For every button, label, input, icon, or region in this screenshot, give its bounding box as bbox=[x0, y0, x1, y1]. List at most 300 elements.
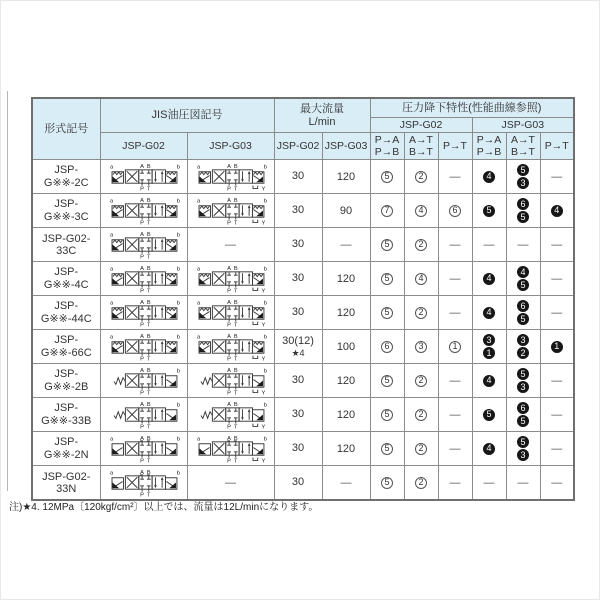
svg-text:B: B bbox=[146, 469, 151, 476]
pressure-g03-at-bt-cell bbox=[506, 330, 540, 364]
curve-ref-filled-circled-number: 5 bbox=[517, 211, 529, 223]
jis-symbol-g02-cell bbox=[100, 160, 187, 194]
curve-ref-filled-circled-number: 5 bbox=[517, 415, 529, 427]
flow-g03-cell: — bbox=[322, 228, 370, 262]
header-pressure-g02: JSP-G02 bbox=[370, 118, 472, 133]
pressure-g02-pa-pb-cell bbox=[370, 398, 404, 432]
curve-ref-filled-circled-number: 1 bbox=[483, 347, 495, 359]
svg-text:b: b bbox=[176, 469, 180, 476]
svg-text:b: b bbox=[263, 401, 267, 408]
svg-text:T: T bbox=[146, 355, 151, 362]
curve-ref-circled-number: 5 bbox=[381, 409, 393, 421]
curve-ref-filled-circled-number: 4 bbox=[483, 307, 495, 319]
svg-text:P: P bbox=[226, 423, 231, 430]
pressure-g02-pt-cell bbox=[438, 330, 472, 364]
header-g02-at-bt: A→T B→T bbox=[404, 133, 438, 160]
pressure-g03-pt-cell bbox=[540, 330, 574, 364]
no-value-dash: — bbox=[449, 238, 461, 251]
curve-ref-circled-number: 5 bbox=[381, 375, 393, 387]
hydraulic-valve-symbol bbox=[188, 162, 274, 192]
pressure-g03-at-bt-cell bbox=[506, 194, 540, 228]
curve-ref-circled-number: 2 bbox=[415, 171, 427, 183]
svg-text:a: a bbox=[109, 333, 113, 340]
pressure-g02-at-bt-cell bbox=[404, 296, 438, 330]
pressure-g03-pt-cell bbox=[540, 160, 574, 194]
svg-text:P: P bbox=[226, 389, 231, 396]
curve-ref-circled-number: 1 bbox=[449, 341, 461, 353]
curve-ref-circled-number: 2 bbox=[415, 443, 427, 455]
svg-text:P: P bbox=[139, 423, 144, 430]
svg-text:B: B bbox=[233, 299, 238, 306]
svg-text:A: A bbox=[139, 197, 144, 204]
model-code-cell: JSP-G※※-2N bbox=[32, 432, 100, 466]
curve-ref-circled-number: 2 bbox=[415, 307, 427, 319]
pressure-g03-pt-cell bbox=[540, 228, 574, 262]
curve-ref-circled-number: 4 bbox=[415, 273, 427, 285]
jis-symbol-g03-cell bbox=[187, 398, 274, 432]
svg-text:T: T bbox=[233, 423, 238, 430]
model-code-cell: JSP-G※※-3C bbox=[32, 194, 100, 228]
no-value-dash: — bbox=[483, 476, 495, 489]
hydraulic-valve-symbol bbox=[101, 196, 187, 226]
valve-spec-table bbox=[31, 97, 575, 501]
jis-symbol-g02-cell bbox=[100, 364, 187, 398]
hydraulic-valve-symbol bbox=[188, 332, 274, 362]
curve-ref-filled-circled-number: 1 bbox=[551, 341, 563, 353]
jis-symbol-g03-cell bbox=[187, 194, 274, 228]
curve-ref-filled-circled-number: 3 bbox=[483, 334, 495, 346]
header-jis-g03: JSP-G03 bbox=[187, 133, 274, 160]
svg-text:a: a bbox=[109, 163, 113, 170]
svg-text:B: B bbox=[146, 435, 151, 442]
flow-g02-cell: 30 bbox=[274, 432, 322, 466]
svg-text:P: P bbox=[226, 355, 231, 362]
flow-g03-cell: 90 bbox=[322, 194, 370, 228]
svg-text:A: A bbox=[226, 197, 231, 204]
pressure-g02-pa-pb-cell bbox=[370, 296, 404, 330]
svg-text:a: a bbox=[109, 197, 113, 204]
flow-g02-cell: 30 bbox=[274, 228, 322, 262]
pressure-g02-pt-cell bbox=[438, 228, 472, 262]
curve-ref-filled-circled-number: 5 bbox=[483, 409, 495, 421]
hydraulic-valve-symbol bbox=[188, 400, 274, 430]
svg-text:P: P bbox=[139, 321, 144, 328]
curve-ref-circled-number: 5 bbox=[381, 171, 393, 183]
svg-text:A: A bbox=[139, 163, 144, 170]
pressure-g02-pt-cell bbox=[438, 160, 472, 194]
pressure-g02-pt-cell bbox=[438, 296, 472, 330]
pressure-g02-pt-cell bbox=[438, 432, 472, 466]
hydraulic-valve-symbol bbox=[101, 332, 187, 362]
svg-text:A: A bbox=[226, 401, 231, 408]
pressure-g03-at-bt-cell bbox=[506, 228, 540, 262]
curve-ref-filled-circled-number: 4 bbox=[483, 375, 495, 387]
no-value-dash: — bbox=[551, 476, 563, 489]
svg-text:Y: Y bbox=[261, 321, 265, 328]
svg-text:A: A bbox=[139, 265, 144, 272]
curve-ref-filled-circled-number: 5 bbox=[517, 313, 529, 325]
hydraulic-valve-symbol bbox=[188, 434, 274, 464]
svg-text:A: A bbox=[226, 333, 231, 340]
pressure-g03-pa-pb-cell bbox=[472, 228, 506, 262]
svg-text:B: B bbox=[233, 333, 238, 340]
header-jis-symbol: JIS油圧図記号 bbox=[100, 98, 274, 133]
flow-g02-cell: 30 bbox=[274, 194, 322, 228]
svg-text:b: b bbox=[263, 299, 267, 306]
pressure-g02-pa-pb-cell bbox=[370, 432, 404, 466]
svg-text:b: b bbox=[263, 197, 267, 204]
svg-text:Y: Y bbox=[261, 185, 265, 192]
svg-text:P: P bbox=[139, 185, 144, 192]
svg-text:a: a bbox=[109, 435, 113, 442]
svg-text:T: T bbox=[233, 457, 238, 464]
pressure-g03-pt-cell bbox=[540, 194, 574, 228]
header-max-flow-line1: 最大流量 bbox=[300, 102, 344, 115]
svg-text:B: B bbox=[146, 231, 151, 238]
curve-ref-filled-circled-number: 4 bbox=[551, 205, 563, 217]
svg-text:B: B bbox=[233, 197, 238, 204]
pressure-g02-pt-cell bbox=[438, 364, 472, 398]
curve-ref-circled-number: 2 bbox=[415, 239, 427, 251]
svg-text:Y: Y bbox=[261, 389, 265, 396]
svg-text:a: a bbox=[196, 299, 200, 306]
pressure-g02-at-bt-cell bbox=[404, 228, 438, 262]
no-value-dash: — bbox=[551, 238, 563, 251]
svg-text:Y: Y bbox=[261, 457, 265, 464]
no-value-dash: — bbox=[551, 442, 563, 455]
no-value-dash: — bbox=[449, 170, 461, 183]
header-max-flow-line2: L/min bbox=[308, 115, 336, 128]
flow-g03-cell: 100 bbox=[322, 330, 370, 364]
no-value-dash: — bbox=[551, 272, 563, 285]
curve-ref-filled-circled-number: 4 bbox=[517, 266, 529, 278]
curve-ref-circled-number: 2 bbox=[415, 375, 427, 387]
pressure-g02-pa-pb-cell bbox=[370, 160, 404, 194]
table-row bbox=[32, 296, 574, 330]
table-row bbox=[32, 466, 574, 501]
hydraulic-valve-symbol bbox=[188, 196, 274, 226]
no-value-dash: — bbox=[449, 306, 461, 319]
no-value-dash: — bbox=[517, 476, 529, 489]
pressure-g02-at-bt-cell bbox=[404, 160, 438, 194]
jis-symbol-g03-cell bbox=[187, 432, 274, 466]
jis-symbol-g03-cell: — bbox=[187, 466, 274, 501]
no-value-dash: — bbox=[551, 408, 563, 421]
jis-symbol-g02-cell bbox=[100, 432, 187, 466]
svg-text:b: b bbox=[263, 333, 267, 340]
svg-text:P: P bbox=[139, 457, 144, 464]
pressure-g03-pa-pb-cell bbox=[472, 330, 506, 364]
pressure-g02-at-bt-cell bbox=[404, 330, 438, 364]
svg-text:P: P bbox=[139, 355, 144, 362]
pressure-g03-pa-pb-cell bbox=[472, 194, 506, 228]
pressure-g02-pa-pb-cell bbox=[370, 262, 404, 296]
svg-text:B: B bbox=[146, 333, 151, 340]
jis-symbol-g03-cell: — bbox=[187, 228, 274, 262]
flow-g02-cell: 30 bbox=[274, 364, 322, 398]
jis-symbol-g03-cell bbox=[187, 364, 274, 398]
svg-text:b: b bbox=[263, 435, 267, 442]
svg-text:A: A bbox=[139, 299, 144, 306]
svg-text:b: b bbox=[176, 299, 180, 306]
curve-ref-circled-number: 6 bbox=[449, 205, 461, 217]
svg-text:A: A bbox=[226, 435, 231, 442]
curve-ref-circled-number: 2 bbox=[415, 409, 427, 421]
curve-ref-filled-circled-number: 4 bbox=[483, 171, 495, 183]
svg-text:P: P bbox=[226, 321, 231, 328]
no-value-dash: — bbox=[449, 374, 461, 387]
svg-text:T: T bbox=[233, 355, 238, 362]
svg-text:B: B bbox=[233, 367, 238, 374]
flow-footnote-marker: ★4 bbox=[291, 347, 305, 358]
pressure-g03-pt-cell bbox=[540, 296, 574, 330]
curve-ref-circled-number: 7 bbox=[381, 205, 393, 217]
curve-ref-circled-number: 3 bbox=[415, 341, 427, 353]
no-value-dash: — bbox=[551, 170, 563, 183]
curve-ref-filled-circled-number: 3 bbox=[517, 381, 529, 393]
jis-symbol-g02-cell bbox=[100, 398, 187, 432]
svg-text:T: T bbox=[146, 253, 151, 260]
table-row bbox=[32, 160, 574, 194]
model-code-cell: JSP-G02-33N bbox=[32, 466, 100, 501]
pressure-g02-at-bt-cell bbox=[404, 466, 438, 501]
svg-text:T: T bbox=[233, 287, 238, 294]
table-row bbox=[32, 432, 574, 466]
curve-ref-filled-circled-number: 2 bbox=[517, 347, 529, 359]
curve-ref-filled-circled-number: 5 bbox=[517, 279, 529, 291]
no-value-dash: — bbox=[551, 374, 563, 387]
flow-g02-cell: 30 bbox=[274, 160, 322, 194]
pressure-g02-pa-pb-cell bbox=[370, 364, 404, 398]
curve-ref-circled-number: 4 bbox=[415, 205, 427, 217]
svg-text:A: A bbox=[139, 401, 144, 408]
pressure-g02-at-bt-cell bbox=[404, 364, 438, 398]
pressure-g03-at-bt-cell bbox=[506, 364, 540, 398]
pressure-g02-pt-cell bbox=[438, 262, 472, 296]
pressure-g02-at-bt-cell bbox=[404, 398, 438, 432]
flow-g03-cell: 120 bbox=[322, 398, 370, 432]
curve-ref-circled-number: 5 bbox=[381, 443, 393, 455]
flow-g03-cell: 120 bbox=[322, 160, 370, 194]
model-code-cell: JSP-G※※-2C bbox=[32, 160, 100, 194]
header-g03-pt: P→T bbox=[540, 133, 574, 160]
svg-text:T: T bbox=[146, 219, 151, 226]
svg-text:B: B bbox=[146, 265, 151, 272]
curve-ref-circled-number: 5 bbox=[381, 239, 393, 251]
svg-text:A: A bbox=[226, 367, 231, 374]
svg-text:Y: Y bbox=[261, 355, 265, 362]
hydraulic-valve-symbol bbox=[188, 298, 274, 328]
curve-ref-circled-number: 5 bbox=[381, 273, 393, 285]
table-row bbox=[32, 398, 574, 432]
pressure-g03-at-bt-cell bbox=[506, 466, 540, 501]
hydraulic-valve-symbol bbox=[101, 230, 187, 260]
hydraulic-valve-symbol bbox=[188, 264, 274, 294]
hydraulic-valve-symbol bbox=[101, 366, 187, 396]
jis-symbol-g02-cell bbox=[100, 194, 187, 228]
svg-text:T: T bbox=[233, 389, 238, 396]
flow-g02-cell: 30 bbox=[274, 262, 322, 296]
jis-symbol-g03-cell bbox=[187, 160, 274, 194]
pressure-g02-pa-pb-cell bbox=[370, 330, 404, 364]
flow-g03-cell: 120 bbox=[322, 296, 370, 330]
jis-symbol-g03-cell bbox=[187, 296, 274, 330]
model-code-cell: JSP-G※※-2B bbox=[32, 364, 100, 398]
svg-text:P: P bbox=[139, 389, 144, 396]
svg-text:T: T bbox=[146, 389, 151, 396]
svg-text:A: A bbox=[226, 265, 231, 272]
svg-text:P: P bbox=[226, 185, 231, 192]
svg-text:T: T bbox=[146, 185, 151, 192]
pressure-g02-pt-cell bbox=[438, 194, 472, 228]
svg-text:b: b bbox=[176, 197, 180, 204]
table-row bbox=[32, 194, 574, 228]
svg-text:B: B bbox=[146, 401, 151, 408]
flow-g02-cell: 30 bbox=[274, 398, 322, 432]
pressure-g03-pt-cell bbox=[540, 398, 574, 432]
curve-ref-filled-circled-number: 6 bbox=[517, 300, 529, 312]
svg-text:T: T bbox=[146, 287, 151, 294]
svg-text:T: T bbox=[146, 491, 151, 498]
pressure-g02-at-bt-cell bbox=[404, 262, 438, 296]
pressure-g03-pa-pb-cell bbox=[472, 160, 506, 194]
svg-text:Y: Y bbox=[261, 219, 265, 226]
model-code-cell: JSP-G※※-44C bbox=[32, 296, 100, 330]
svg-text:B: B bbox=[146, 299, 151, 306]
pressure-g03-pa-pb-cell bbox=[472, 364, 506, 398]
pressure-g03-pa-pb-cell bbox=[472, 398, 506, 432]
svg-text:b: b bbox=[176, 231, 180, 238]
header-flow-g03: JSP-G03 bbox=[322, 133, 370, 160]
model-code-cell: JSP-G※※-33B bbox=[32, 398, 100, 432]
svg-text:P: P bbox=[139, 219, 144, 226]
pressure-g02-pt-cell bbox=[438, 398, 472, 432]
jis-symbol-g02-cell bbox=[100, 262, 187, 296]
jis-symbol-g03-cell bbox=[187, 262, 274, 296]
pressure-g03-at-bt-cell bbox=[506, 398, 540, 432]
svg-text:T: T bbox=[146, 423, 151, 430]
hydraulic-valve-symbol bbox=[101, 298, 187, 328]
jis-symbol-g02-cell bbox=[100, 330, 187, 364]
curve-ref-filled-circled-number: 4 bbox=[483, 443, 495, 455]
curve-ref-filled-circled-number: 5 bbox=[517, 436, 529, 448]
no-value-dash: — bbox=[449, 476, 461, 489]
svg-text:B: B bbox=[146, 367, 151, 374]
svg-text:b: b bbox=[176, 265, 180, 272]
curve-ref-circled-number: 6 bbox=[381, 341, 393, 353]
header-flow-g02: JSP-G02 bbox=[274, 133, 322, 160]
no-value-dash: — bbox=[449, 272, 461, 285]
svg-text:Y: Y bbox=[261, 287, 265, 294]
svg-text:T: T bbox=[233, 219, 238, 226]
pressure-g03-at-bt-cell bbox=[506, 262, 540, 296]
model-code-cell: JSP-G※※-4C bbox=[32, 262, 100, 296]
hydraulic-valve-symbol bbox=[188, 366, 274, 396]
svg-text:B: B bbox=[146, 197, 151, 204]
curve-ref-filled-circled-number: 5 bbox=[517, 164, 529, 176]
pressure-g02-pa-pb-cell bbox=[370, 228, 404, 262]
table-row bbox=[32, 262, 574, 296]
flow-g03-cell: — bbox=[322, 466, 370, 501]
jis-symbol-g02-cell bbox=[100, 466, 187, 501]
pressure-g03-pt-cell bbox=[540, 364, 574, 398]
header-max-flow bbox=[274, 98, 370, 133]
pressure-g03-pa-pb-cell bbox=[472, 432, 506, 466]
flow-g03-cell: 120 bbox=[322, 432, 370, 466]
svg-text:T: T bbox=[146, 321, 151, 328]
svg-text:a: a bbox=[196, 163, 200, 170]
curve-ref-filled-circled-number: 3 bbox=[517, 449, 529, 461]
svg-text:a: a bbox=[109, 469, 113, 476]
svg-text:B: B bbox=[233, 435, 238, 442]
curve-ref-filled-circled-number: 5 bbox=[483, 205, 495, 217]
pressure-g02-at-bt-cell bbox=[404, 432, 438, 466]
svg-text:B: B bbox=[233, 265, 238, 272]
no-value-dash: — bbox=[449, 408, 461, 421]
flow-g03-cell: 120 bbox=[322, 364, 370, 398]
hydraulic-valve-symbol bbox=[101, 468, 187, 498]
header-model-code: 形式記号 bbox=[32, 98, 100, 160]
pressure-g03-pa-pb-cell bbox=[472, 296, 506, 330]
jis-symbol-g02-cell bbox=[100, 296, 187, 330]
footnote: 注)★4. 12MPa〔120kgf/cm²〕以上では、流量は12L/minになります。 bbox=[9, 502, 319, 513]
pressure-g02-at-bt-cell bbox=[404, 194, 438, 228]
svg-text:b: b bbox=[263, 265, 267, 272]
svg-text:B: B bbox=[233, 163, 238, 170]
svg-text:A: A bbox=[139, 435, 144, 442]
curve-ref-circled-number: 5 bbox=[381, 307, 393, 319]
svg-text:A: A bbox=[139, 367, 144, 374]
flow-g02-cell: 30 bbox=[274, 296, 322, 330]
svg-text:A: A bbox=[139, 469, 144, 476]
svg-text:a: a bbox=[196, 265, 200, 272]
pressure-g02-pa-pb-cell bbox=[370, 194, 404, 228]
svg-text:a: a bbox=[196, 197, 200, 204]
flow-g02-cell: 30(12) ★4 bbox=[274, 330, 322, 364]
svg-text:b: b bbox=[176, 163, 180, 170]
table-row bbox=[32, 228, 574, 262]
model-code-cell: JSP-G※※-66C bbox=[32, 330, 100, 364]
svg-text:b: b bbox=[263, 163, 267, 170]
curve-ref-circled-number: 2 bbox=[415, 477, 427, 489]
svg-text:P: P bbox=[139, 287, 144, 294]
svg-text:a: a bbox=[196, 435, 200, 442]
pressure-g03-pt-cell bbox=[540, 466, 574, 501]
svg-text:A: A bbox=[139, 333, 144, 340]
svg-text:T: T bbox=[233, 185, 238, 192]
hydraulic-valve-symbol bbox=[101, 264, 187, 294]
pressure-g03-at-bt-cell bbox=[506, 296, 540, 330]
jis-symbol-g03-cell bbox=[187, 330, 274, 364]
svg-text:P: P bbox=[139, 253, 144, 260]
svg-text:A: A bbox=[226, 163, 231, 170]
hydraulic-valve-symbol bbox=[101, 434, 187, 464]
pressure-g03-at-bt-cell bbox=[506, 160, 540, 194]
curve-ref-filled-circled-number: 3 bbox=[517, 177, 529, 189]
pressure-g02-pa-pb-cell bbox=[370, 466, 404, 501]
flow-g02-cell: 30 bbox=[274, 466, 322, 501]
svg-text:B: B bbox=[146, 163, 151, 170]
svg-text:b: b bbox=[176, 333, 180, 340]
svg-text:P: P bbox=[226, 219, 231, 226]
pressure-g02-pt-cell bbox=[438, 466, 472, 501]
header-g02-pt: P→T bbox=[438, 133, 472, 160]
flow-g03-cell: 120 bbox=[322, 262, 370, 296]
svg-text:Y: Y bbox=[261, 423, 265, 430]
svg-text:a: a bbox=[196, 333, 200, 340]
svg-text:B: B bbox=[233, 401, 238, 408]
curve-ref-filled-circled-number: 6 bbox=[517, 198, 529, 210]
